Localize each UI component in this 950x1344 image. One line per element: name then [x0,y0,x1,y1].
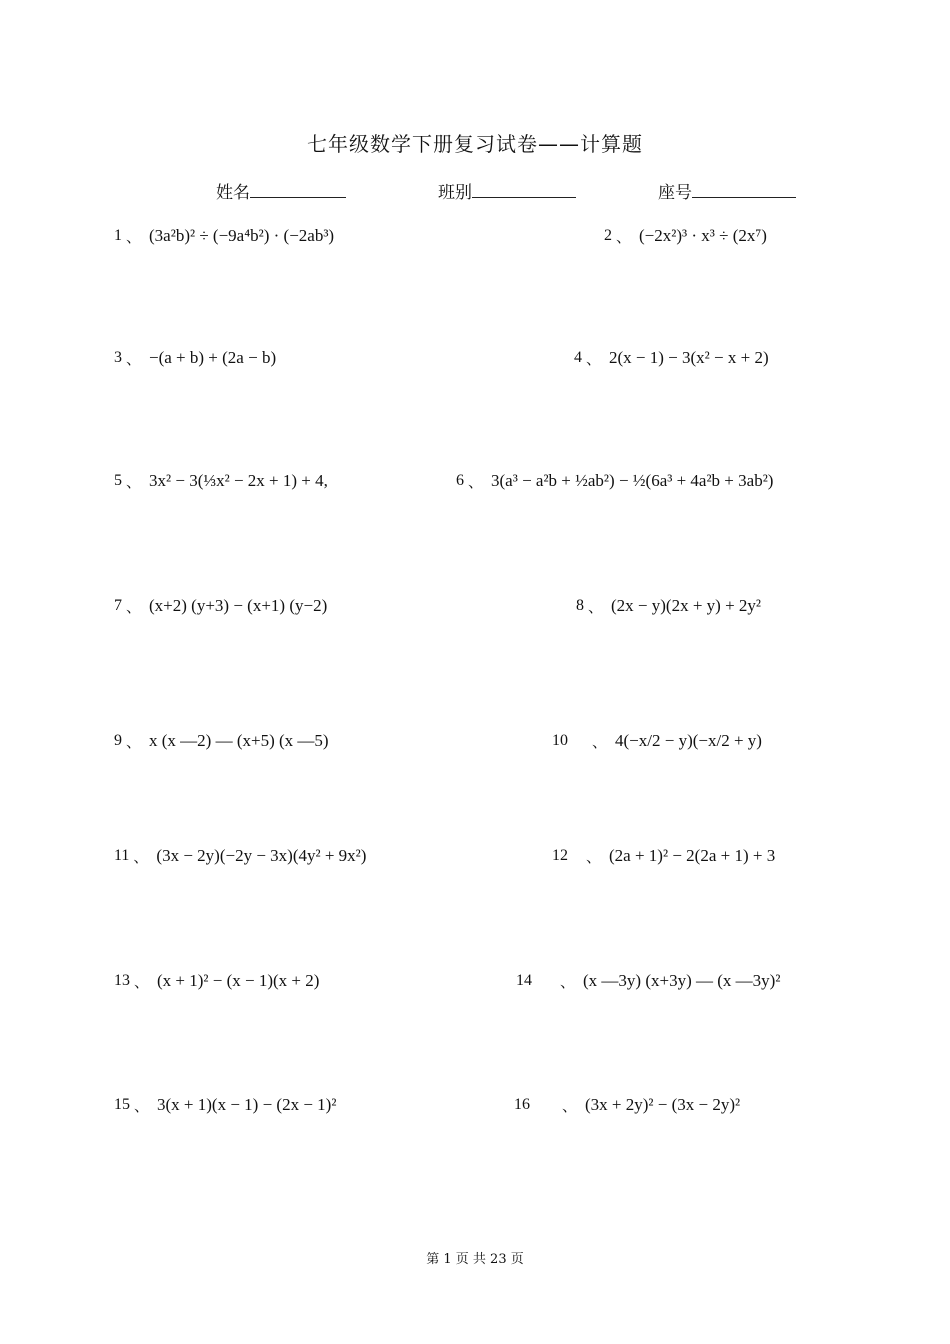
problem-number: 12 [552,847,568,864]
problem-separator: 、 [126,732,142,751]
problem-expression: (3x + 2y)² − (3x − 2y)² [585,1095,741,1114]
problem-number: 9 [114,732,122,749]
problem-number: 6 [456,472,464,489]
seat-field [658,178,796,203]
class-label: 班别 [438,183,472,203]
problem-separator: 、 [588,597,604,616]
problem-separator: 、 [134,1096,150,1115]
problem-7 [114,586,327,626]
problem-12 [552,836,775,876]
problem-separator: 、 [592,732,608,751]
problem-expression: x (x —2) — (x+5) (x —5) [149,731,329,750]
problem-expression: −(a + b) + (2a − b) [149,348,277,367]
problem-number: 15 [114,1096,130,1113]
problem-2 [604,216,767,256]
problem-separator: 、 [560,972,576,991]
page-title: 七年级数学下册复习试卷——计算题 [307,132,643,156]
problem-separator: 、 [133,847,149,866]
class-blank [472,181,576,198]
name-label: 姓名 [216,183,250,203]
problem-number: 11 [114,847,130,864]
problem-expression: 4(−x/2 − y)(−x/2 + y) [615,731,762,750]
class-field [438,178,576,203]
problem-number: 10 [552,732,568,749]
problem-expression: (x + 1)² − (x − 1)(x + 2) [157,971,320,990]
problem-4 [574,338,769,378]
problem-16 [514,1085,740,1125]
problem-number: 1 [114,227,122,244]
name-blank [250,181,346,198]
page-footer: 第 1 页 共 23 页 [426,1252,524,1267]
problem-number: 8 [576,597,584,614]
seat-label: 座号 [658,183,692,203]
problem-expression: 3(a³ − a²b + ½ab²) − ½(6a³ + 4a²b + 3ab²) [491,471,774,490]
problem-6 [456,461,773,501]
problem-separator: 、 [586,847,602,866]
problem-13 [114,961,319,1001]
problem-separator: 、 [126,597,142,616]
problem-3 [114,338,276,378]
problem-expression: 2(x − 1) − 3(x² − x + 2) [609,348,769,367]
problem-separator: 、 [126,472,142,491]
problem-separator: 、 [468,472,484,491]
problem-number: 3 [114,349,122,366]
problem-expression: (−2x²)³ · x³ ÷ (2x⁷) [639,226,767,245]
problem-number: 2 [604,227,612,244]
problem-11 [114,836,366,876]
problem-number: 13 [114,972,130,989]
problem-expression: (2a + 1)² − 2(2a + 1) + 3 [609,846,776,865]
problem-separator: 、 [562,1096,578,1115]
problem-14 [516,961,780,1001]
problem-1 [114,216,334,256]
problem-expression: (x —3y) (x+3y) — (x —3y)² [583,971,781,990]
problem-expression: 3x² − 3(⅓x² − 2x + 1) + 4, [149,471,328,490]
problem-10 [552,721,762,761]
problem-separator: 、 [126,227,142,246]
problem-separator: 、 [616,227,632,246]
problem-expression: (3a²b)² ÷ (−9a⁴b²) · (−2ab³) [149,226,335,245]
problem-number: 5 [114,472,122,489]
problem-number: 14 [516,972,532,989]
problem-separator: 、 [126,349,142,368]
name-field [216,178,346,203]
problem-5 [114,461,328,501]
problem-number: 16 [514,1096,530,1113]
problem-9 [114,721,329,761]
seat-blank [692,181,796,198]
problem-expression: (2x − y)(2x + y) + 2y² [611,596,762,615]
problem-expression: (x+2) (y+3) − (x+1) (y−2) [149,596,328,615]
problem-number: 7 [114,597,122,614]
problem-number: 4 [574,349,582,366]
problem-separator: 、 [134,972,150,991]
problem-expression: 3(x + 1)(x − 1) − (2x − 1)² [157,1095,337,1114]
problem-15 [114,1085,336,1125]
problem-separator: 、 [586,349,602,368]
problem-8 [576,586,761,626]
problem-expression: (3x − 2y)(−2y − 3x)(4y² + 9x²) [156,846,367,865]
